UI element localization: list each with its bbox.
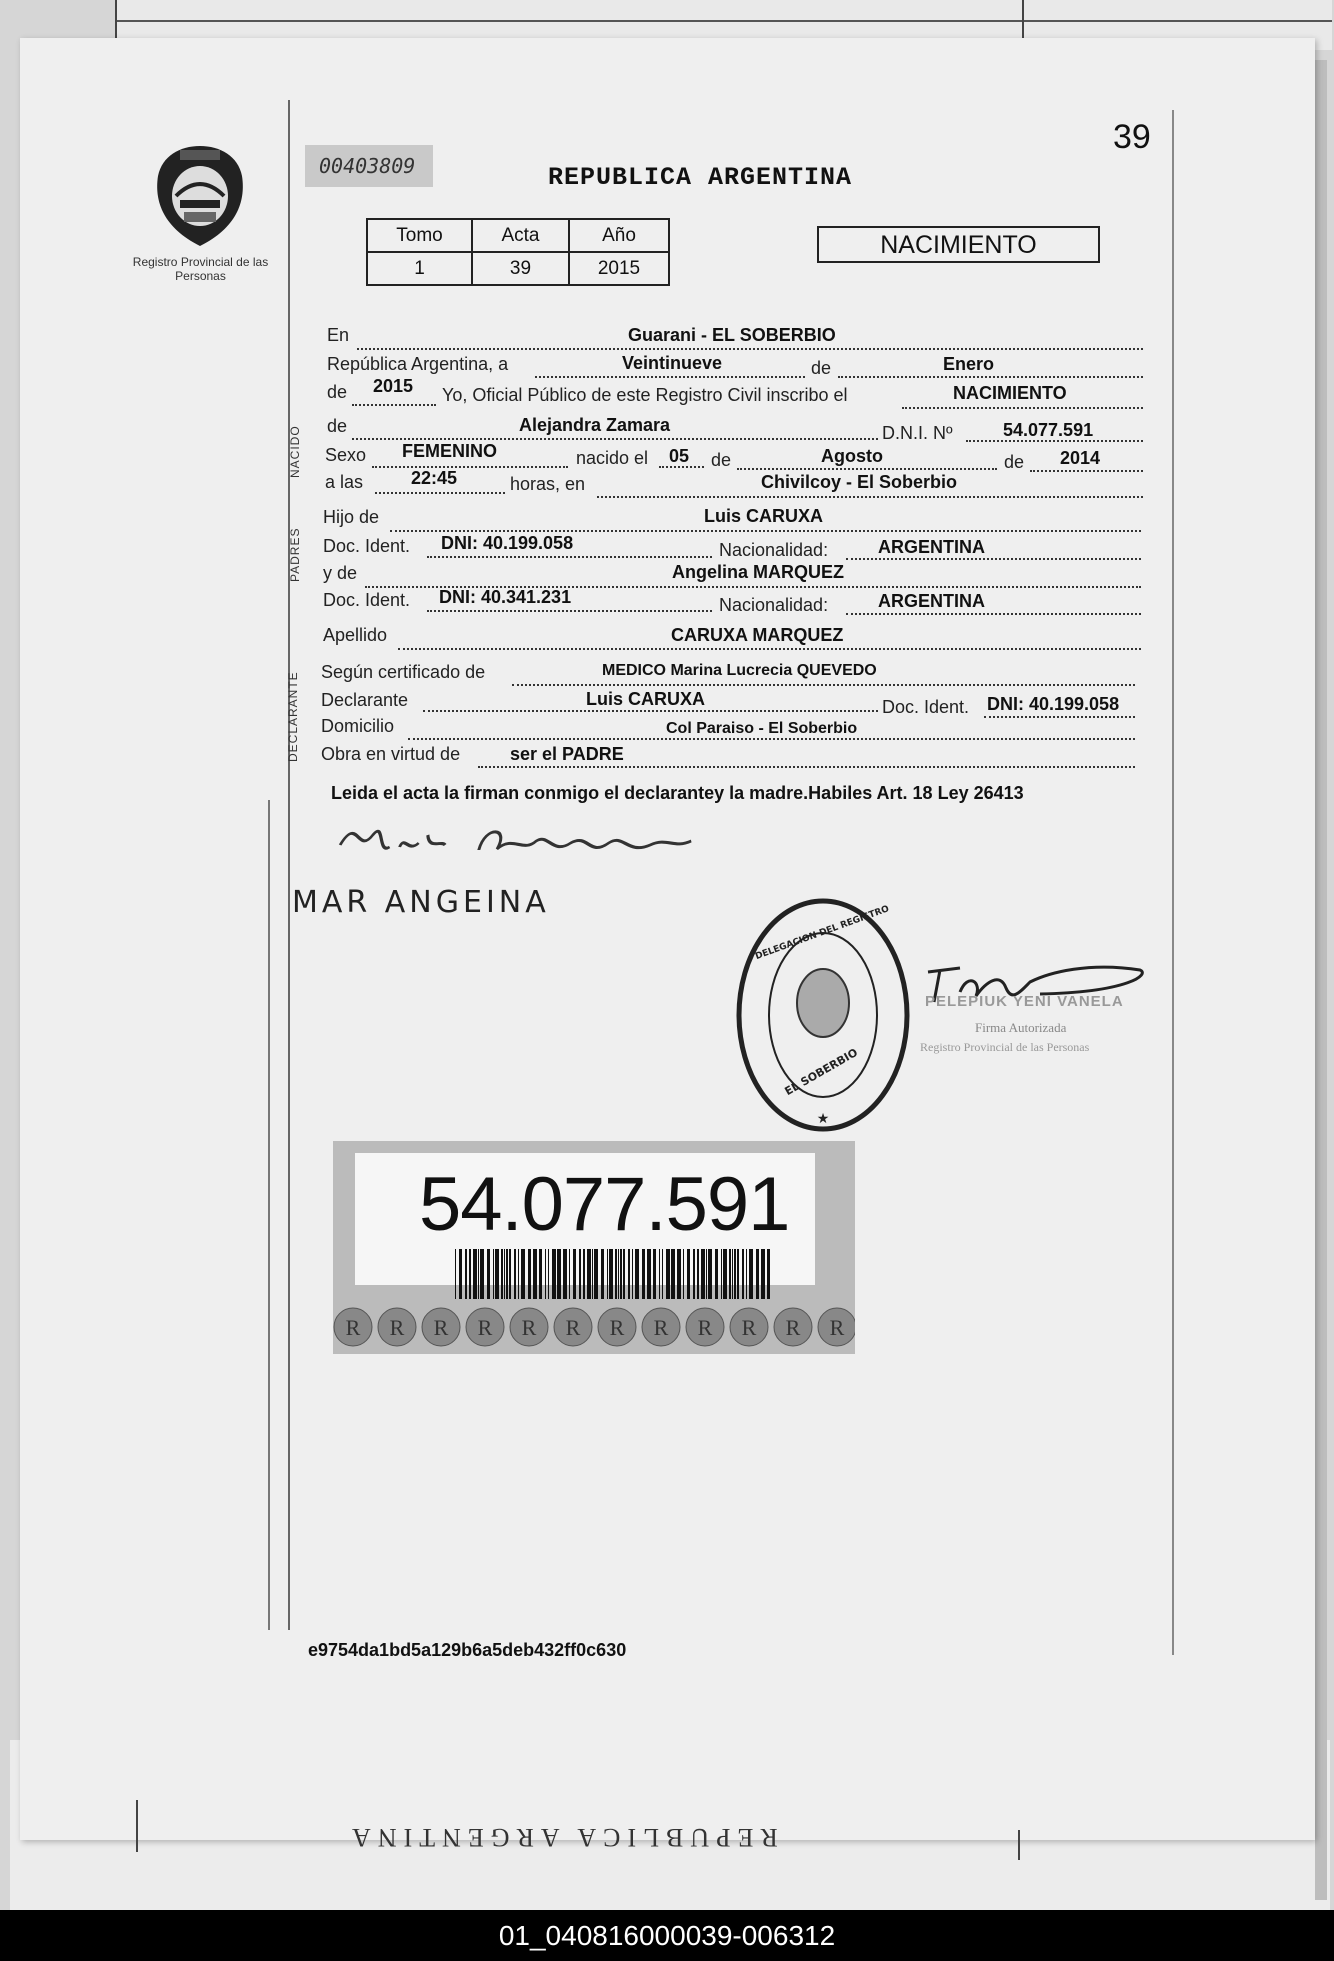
value-nacionalidad-madre: ARGENTINA	[878, 591, 985, 611]
barcode-bar	[545, 1249, 546, 1299]
dotted-line	[846, 558, 1141, 560]
barcode-bar	[749, 1249, 753, 1299]
label-domicilio: Domicilio	[321, 716, 395, 736]
registry-seal	[733, 895, 913, 1135]
official-organization: Registro Provincial de las Personas	[920, 1040, 1090, 1054]
value-tipo-acta: NACIMIENTO	[953, 383, 1067, 403]
scan-id-bar	[0, 1910, 1334, 1961]
value-anio-nacimiento: 2014	[1060, 448, 1101, 468]
logo-caption: Registro Provincial de las Personas	[132, 255, 269, 283]
barcode-bar	[539, 1249, 542, 1299]
barcode-bar	[514, 1249, 516, 1299]
barcode-bar	[683, 1249, 684, 1299]
label-y-de: y de	[323, 563, 358, 583]
value-tomo: 1	[367, 252, 472, 285]
value-anio: 2015	[569, 252, 669, 285]
barcode-bar	[459, 1249, 462, 1299]
barcode-bar	[579, 1249, 581, 1299]
barcode-bar	[756, 1249, 759, 1299]
dotted-line	[1030, 470, 1143, 472]
barcode-bar	[493, 1249, 494, 1299]
header-anio: Año	[569, 219, 669, 252]
value-dia-inscripcion: Veintinueve	[622, 353, 723, 373]
barcode-bar	[662, 1249, 663, 1299]
barcode-bar	[548, 1249, 549, 1299]
dotted-line	[838, 376, 1143, 378]
birth-certificate-sheet	[20, 38, 1315, 1840]
value-padre: Luis CARUXA	[704, 506, 824, 526]
value-obra: ser el PADRE	[510, 744, 624, 764]
barcode-bar	[653, 1249, 656, 1299]
barcode-bar	[609, 1249, 613, 1299]
barcode-bar	[533, 1249, 537, 1299]
label-declarante: Declarante	[321, 690, 409, 710]
value-lugar-nacimiento: Chivilcoy - El Soberbio	[761, 472, 958, 492]
document-hash: e9754da1bd5a129b6a5deb432ff0c630	[308, 1640, 627, 1660]
barcode-bar	[666, 1249, 670, 1299]
acta-type-box: NACIMIENTO	[817, 226, 1100, 263]
scan-id: 01_040816000039-006312	[498, 1920, 836, 1951]
label-obra-en-virtud: Obra en virtud de	[321, 744, 461, 764]
barcode-bar	[620, 1249, 622, 1299]
value-dni-madre: DNI: 40.341.231	[439, 587, 572, 607]
value-nombre-nacido: Alejandra Zamara	[519, 415, 671, 435]
barcode-bar	[706, 1249, 707, 1299]
barcode-bar	[729, 1249, 731, 1299]
value-dni-padre: DNI: 40.199.058	[441, 533, 574, 553]
barcode-bar	[594, 1249, 598, 1299]
register-table-header	[367, 219, 669, 252]
value-dni-declarante: DNI: 40.199.058	[987, 694, 1120, 714]
barcode-bar	[455, 1249, 456, 1299]
register-table	[366, 218, 670, 286]
label-doc-ident: Doc. Ident.	[323, 536, 411, 556]
official-role: Firma Autorizada	[975, 1020, 1067, 1035]
barcode-bar	[504, 1249, 505, 1299]
barcode-bar	[761, 1249, 765, 1299]
pattern-letter: R	[521, 1315, 537, 1340]
dotted-line	[427, 556, 712, 558]
barcode-bar	[473, 1249, 477, 1299]
dotted-line	[512, 684, 1135, 686]
dotted-line	[478, 766, 1135, 768]
frame-line	[268, 800, 270, 1630]
barcode-bar	[632, 1249, 633, 1299]
svg-text:EL SOBERBIO: EL SOBERBIO	[782, 1045, 860, 1099]
barcode-bar	[708, 1249, 712, 1299]
label-en: En	[327, 325, 350, 345]
value-nacionalidad-padre: ARGENTINA	[878, 537, 985, 557]
barcode-bar	[732, 1249, 733, 1299]
dotted-line	[984, 716, 1135, 718]
value-hora: 22:45	[411, 468, 458, 488]
frame-line	[1172, 110, 1174, 1655]
barcode-bar	[480, 1249, 484, 1299]
pattern-letter: R	[741, 1315, 757, 1340]
frame-line	[136, 1800, 138, 1852]
dotted-line	[375, 492, 505, 494]
barcode-bar	[495, 1249, 499, 1299]
underlying-sheet-title: REPUBLICA ARGENTINA	[345, 1823, 778, 1852]
barcode-bar	[583, 1249, 585, 1299]
barcode-bar	[518, 1249, 519, 1299]
label-segun-certificado: Según certificado de	[321, 662, 486, 682]
value-domicilio: Col Paraiso - El Soberbio	[666, 720, 858, 737]
value-dia-nacimiento: 05	[669, 446, 690, 466]
barcode-bar	[506, 1249, 508, 1299]
value-anio-inscripcion: 2015	[373, 376, 414, 396]
barcode-bar	[734, 1249, 736, 1299]
barcode-bar	[465, 1249, 467, 1299]
label-nacionalidad: Nacionalidad:	[719, 595, 829, 615]
barcode-bar	[592, 1249, 593, 1299]
barcode-bar	[569, 1249, 570, 1299]
pattern-letter: R	[345, 1315, 361, 1340]
barcode-bar	[618, 1249, 619, 1299]
value-mes-nacimiento: Agosto	[821, 446, 883, 466]
label-apellido: Apellido	[323, 625, 388, 645]
sticker-number: 54.077.591	[419, 1162, 790, 1247]
barcode-bar	[478, 1249, 479, 1299]
label-de: de	[327, 416, 348, 436]
barcode-bar	[737, 1249, 739, 1299]
value-sexo: FEMENINO	[402, 441, 498, 461]
label-de: de	[327, 382, 348, 402]
label-nacido-el: nacido el	[576, 448, 649, 468]
label-nacionalidad: Nacionalidad:	[719, 540, 829, 560]
barcode-bar	[677, 1249, 681, 1299]
sticker-label	[355, 1153, 815, 1285]
barcode-bar	[659, 1249, 660, 1299]
label-sexo: Sexo	[325, 445, 367, 465]
pattern-letter: R	[785, 1315, 801, 1340]
dotted-line	[427, 610, 712, 612]
value-apellido: CARUXA MARQUEZ	[671, 625, 844, 645]
dotted-line	[597, 496, 1143, 498]
value-declarante: Luis CARUXA	[586, 689, 706, 709]
dotted-line	[352, 438, 878, 440]
value-dni-nacido: 54.077.591	[1003, 420, 1094, 440]
barcode-bar	[601, 1249, 604, 1299]
barcode-bar	[521, 1249, 525, 1299]
barcode-bar	[501, 1249, 503, 1299]
barcode-bar	[723, 1249, 727, 1299]
barcode-bar	[573, 1249, 576, 1299]
value-mes-inscripcion: Enero	[943, 354, 995, 374]
dotted-line	[372, 466, 568, 468]
dotted-line	[398, 648, 1141, 650]
document-title: REPUBLICA ARGENTINA	[548, 163, 853, 192]
value-certificado: MEDICO Marina Lucrecia QUEVEDO	[602, 662, 877, 679]
barcode-bar	[635, 1249, 639, 1299]
dotted-line	[352, 404, 436, 406]
header-tomo: Tomo	[367, 219, 472, 252]
barcode-bar	[767, 1249, 770, 1299]
value-acta: 39	[472, 252, 569, 285]
barcode-bar	[693, 1249, 695, 1299]
label-de: de	[811, 358, 832, 378]
section-label-padres: PADRES	[288, 527, 302, 582]
pattern-letter: R	[477, 1315, 493, 1340]
closing-statement: Leida el acta la firman conmigo el declarantey la madre.Habiles Art. 18 Ley 26413	[331, 783, 1024, 803]
barcode-bar	[469, 1249, 471, 1299]
svg-text:DELEGACION DEL REGISTRO: DELEGACION DEL REGISTRO	[754, 904, 891, 963]
dotted-line	[846, 613, 1141, 615]
madre-signature: MAR ANGEINA	[292, 885, 550, 920]
serial-stamp: 00403809	[305, 145, 433, 187]
barcode-bar	[552, 1249, 556, 1299]
barcode-bar	[647, 1249, 651, 1299]
label-inscribo: Yo, Oficial Público de este Registro Civil inscribo el	[442, 385, 848, 405]
dotted-line	[737, 468, 997, 470]
dotted-line	[408, 738, 1135, 740]
label-dni: D.N.I. Nº	[882, 423, 953, 443]
barcode-bar	[742, 1249, 744, 1299]
barcode-bar	[623, 1249, 625, 1299]
dotted-line	[535, 376, 805, 378]
barcode-bar	[607, 1249, 608, 1299]
pattern-letter: R	[565, 1315, 581, 1340]
pattern-letter: R	[653, 1315, 669, 1340]
sheet-edge	[1315, 60, 1327, 1900]
barcode-bar	[746, 1249, 747, 1299]
pattern-letter: R	[389, 1315, 405, 1340]
barcode-bar	[642, 1249, 645, 1299]
label-horas-en: horas, en	[510, 474, 586, 494]
label-de: de	[1004, 452, 1025, 472]
register-table-values	[367, 252, 669, 285]
dotted-line	[357, 348, 1143, 350]
header-acta: Acta	[472, 219, 569, 252]
barcode-bar	[563, 1249, 567, 1299]
label-hijo-de: Hijo de	[323, 507, 380, 527]
label-republica: República Argentina, a	[327, 354, 509, 374]
declarante-signature	[319, 805, 711, 886]
label-de: de	[711, 450, 732, 470]
svg-text:★: ★	[816, 1110, 830, 1126]
barcode-bar	[528, 1249, 531, 1299]
value-madre: Angelina MARQUEZ	[672, 562, 845, 582]
pattern-letter: R	[829, 1315, 845, 1340]
official-name: PELEPIUK YENI VANELA	[925, 993, 1124, 1010]
label-a-las: a las	[325, 472, 364, 492]
pattern-letter: R	[697, 1315, 713, 1340]
dotted-line	[390, 530, 1141, 532]
barcode-bar	[671, 1249, 675, 1299]
barcode-bar	[701, 1249, 705, 1299]
barcode-bar	[615, 1249, 617, 1299]
barcode	[455, 1249, 775, 1299]
barcode-bar	[587, 1249, 591, 1299]
barcode-bar	[557, 1249, 561, 1299]
dotted-line	[902, 407, 1143, 409]
dotted-line	[423, 710, 878, 712]
section-label-nacido: NACIDO	[288, 425, 302, 478]
frame-line	[1018, 1830, 1020, 1860]
frame-line	[288, 100, 290, 1630]
barcode-bar	[687, 1249, 690, 1299]
label-doc-ident: Doc. Ident.	[882, 697, 970, 717]
provincial-emblem-logo	[150, 142, 250, 250]
barcode-bar	[697, 1249, 699, 1299]
barcode-bar	[628, 1249, 630, 1299]
value-lugar: Guarani - EL SOBERBIO	[628, 325, 836, 345]
barcode-bar	[487, 1249, 490, 1299]
section-label-declarante: DECLARANTE	[286, 671, 300, 762]
label-doc-ident: Doc. Ident.	[323, 590, 411, 610]
barcode-bar	[715, 1249, 718, 1299]
pattern-letter: R	[609, 1315, 625, 1340]
dni-barcode-sticker	[333, 1141, 855, 1354]
barcode-bar	[721, 1249, 722, 1299]
pattern-letter: R	[433, 1315, 449, 1340]
page-number: 39	[1113, 118, 1151, 156]
barcode-bar	[509, 1249, 511, 1299]
